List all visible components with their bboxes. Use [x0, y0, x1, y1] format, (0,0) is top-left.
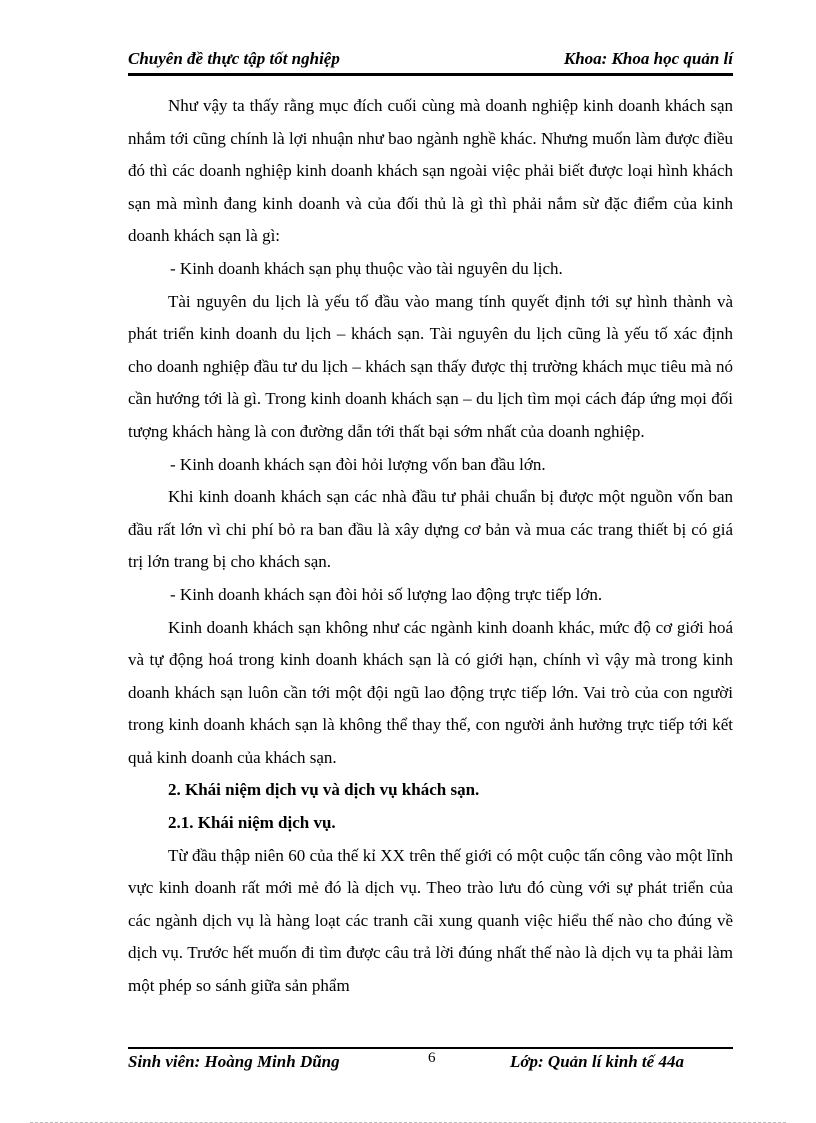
bullet-item: - Kinh doanh khách sạn phụ thuộc vào tài nguyên du lịch. [170, 258, 563, 278]
paragraph: Từ đầu thập niên 60 của thế kỉ XX trên thế giới có một cuộc tấn công vào một lĩnh vực kinh doanh rất mới mẻ đó là dịch vụ. Theo trào lưu đó cùng với sự phát triển của các ngành dịch vụ là hàng loạt các tranh cãi xung quanh việc hiểu thế nào cho đúng về dịch vụ. Trước hết muốn đi tìm được câu trả lời đúng nhất thế nào là dịch vụ ta phải làm một phép so sánh giữa sản phẩm [128, 845, 733, 996]
footer-divider [128, 1047, 733, 1049]
header-document-title: Chuyên đề thực tập tốt nghiệp [128, 49, 340, 68]
paragraph: Khi kinh doanh khách sạn các nhà đầu tư phải chuẩn bị được một nguồn vốn ban đầu rất lớn vì chi phí bỏ ra ban đầu là xây dựng cơ bản và mua các trang thiết bị có giá trị lớn trang bị cho khách sạn. [128, 487, 733, 572]
section-heading: 2. Khái niệm dịch vụ và dịch vụ khách sạn. [168, 780, 480, 800]
page-footer [128, 1052, 733, 1074]
paragraph: Kinh doanh khách sạn không như các ngành kinh doanh khác, mức độ cơ giới hoá và tự động hoá trong kinh doanh khách sạn là có giới hạn, chính vì vậy mà trong kinh doanh khách sạn luôn cần tới một đội ngũ lao động trực tiếp lớn. Vai trò của con người trong kinh doanh khách sạn là không thể thay thế, con người ảnh hưởng trực tiếp tới kết quả kinh doanh của khách sạn. [128, 617, 733, 767]
page-header [128, 49, 733, 71]
page-number: 6 [428, 1050, 436, 1066]
bullet-item: - Kinh doanh khách sạn đòi hỏi số lượng lao động trực tiếp lớn. [170, 584, 603, 604]
subsection-heading: 2.1. Khái niệm dịch vụ. [168, 813, 336, 833]
paragraph: Tài nguyên du lịch là yếu tố đầu vào mang tính quyết định tới sự hình thành và phát triển kinh doanh du lịch – khách sạn. Tài nguyên du lịch cũng là yếu tố xác định cho doanh nghiệp đầu tư du lịch – khách sạn thấy được thị trường khách mục tiêu mà nó cần hướng tới là gì. Trong kinh doanh khách sạn – du lịch tìm mọi cách đáp ứng mọi đối tượng khách hàng là con đường dẫn tới thất bại sớm nhất của doanh nghiệp. [128, 291, 733, 441]
footer-student: Sinh viên: Hoàng Minh Dũng [128, 1052, 340, 1071]
header-divider [128, 73, 733, 76]
paragraph: Như vậy ta thấy rằng mục đích cuối cùng mà doanh nghiệp kinh doanh khách sạn nhắm tới cũng chính là lợi nhuận như bao ngành nghề khác. Nhưng muốn làm được điều đó thì các doanh nghiệp kinh doanh khách sạn ngoài việc phải biết được loại hình khách sạn mà mình đang kinh doanh và của đối thủ là gì thì phải nắm sừ đặc điểm của kinh doanh khách sạn là gì: [128, 96, 733, 246]
document-body [128, 90, 733, 1003]
footer-class: Lớp: Quản lí kinh tế 44a [510, 1052, 684, 1071]
bullet-item: - Kinh doanh khách sạn đòi hỏi lượng vốn ban đầu lớn. [170, 454, 546, 474]
header-faculty: Khoa: Khoa học quản lí [563, 49, 733, 68]
